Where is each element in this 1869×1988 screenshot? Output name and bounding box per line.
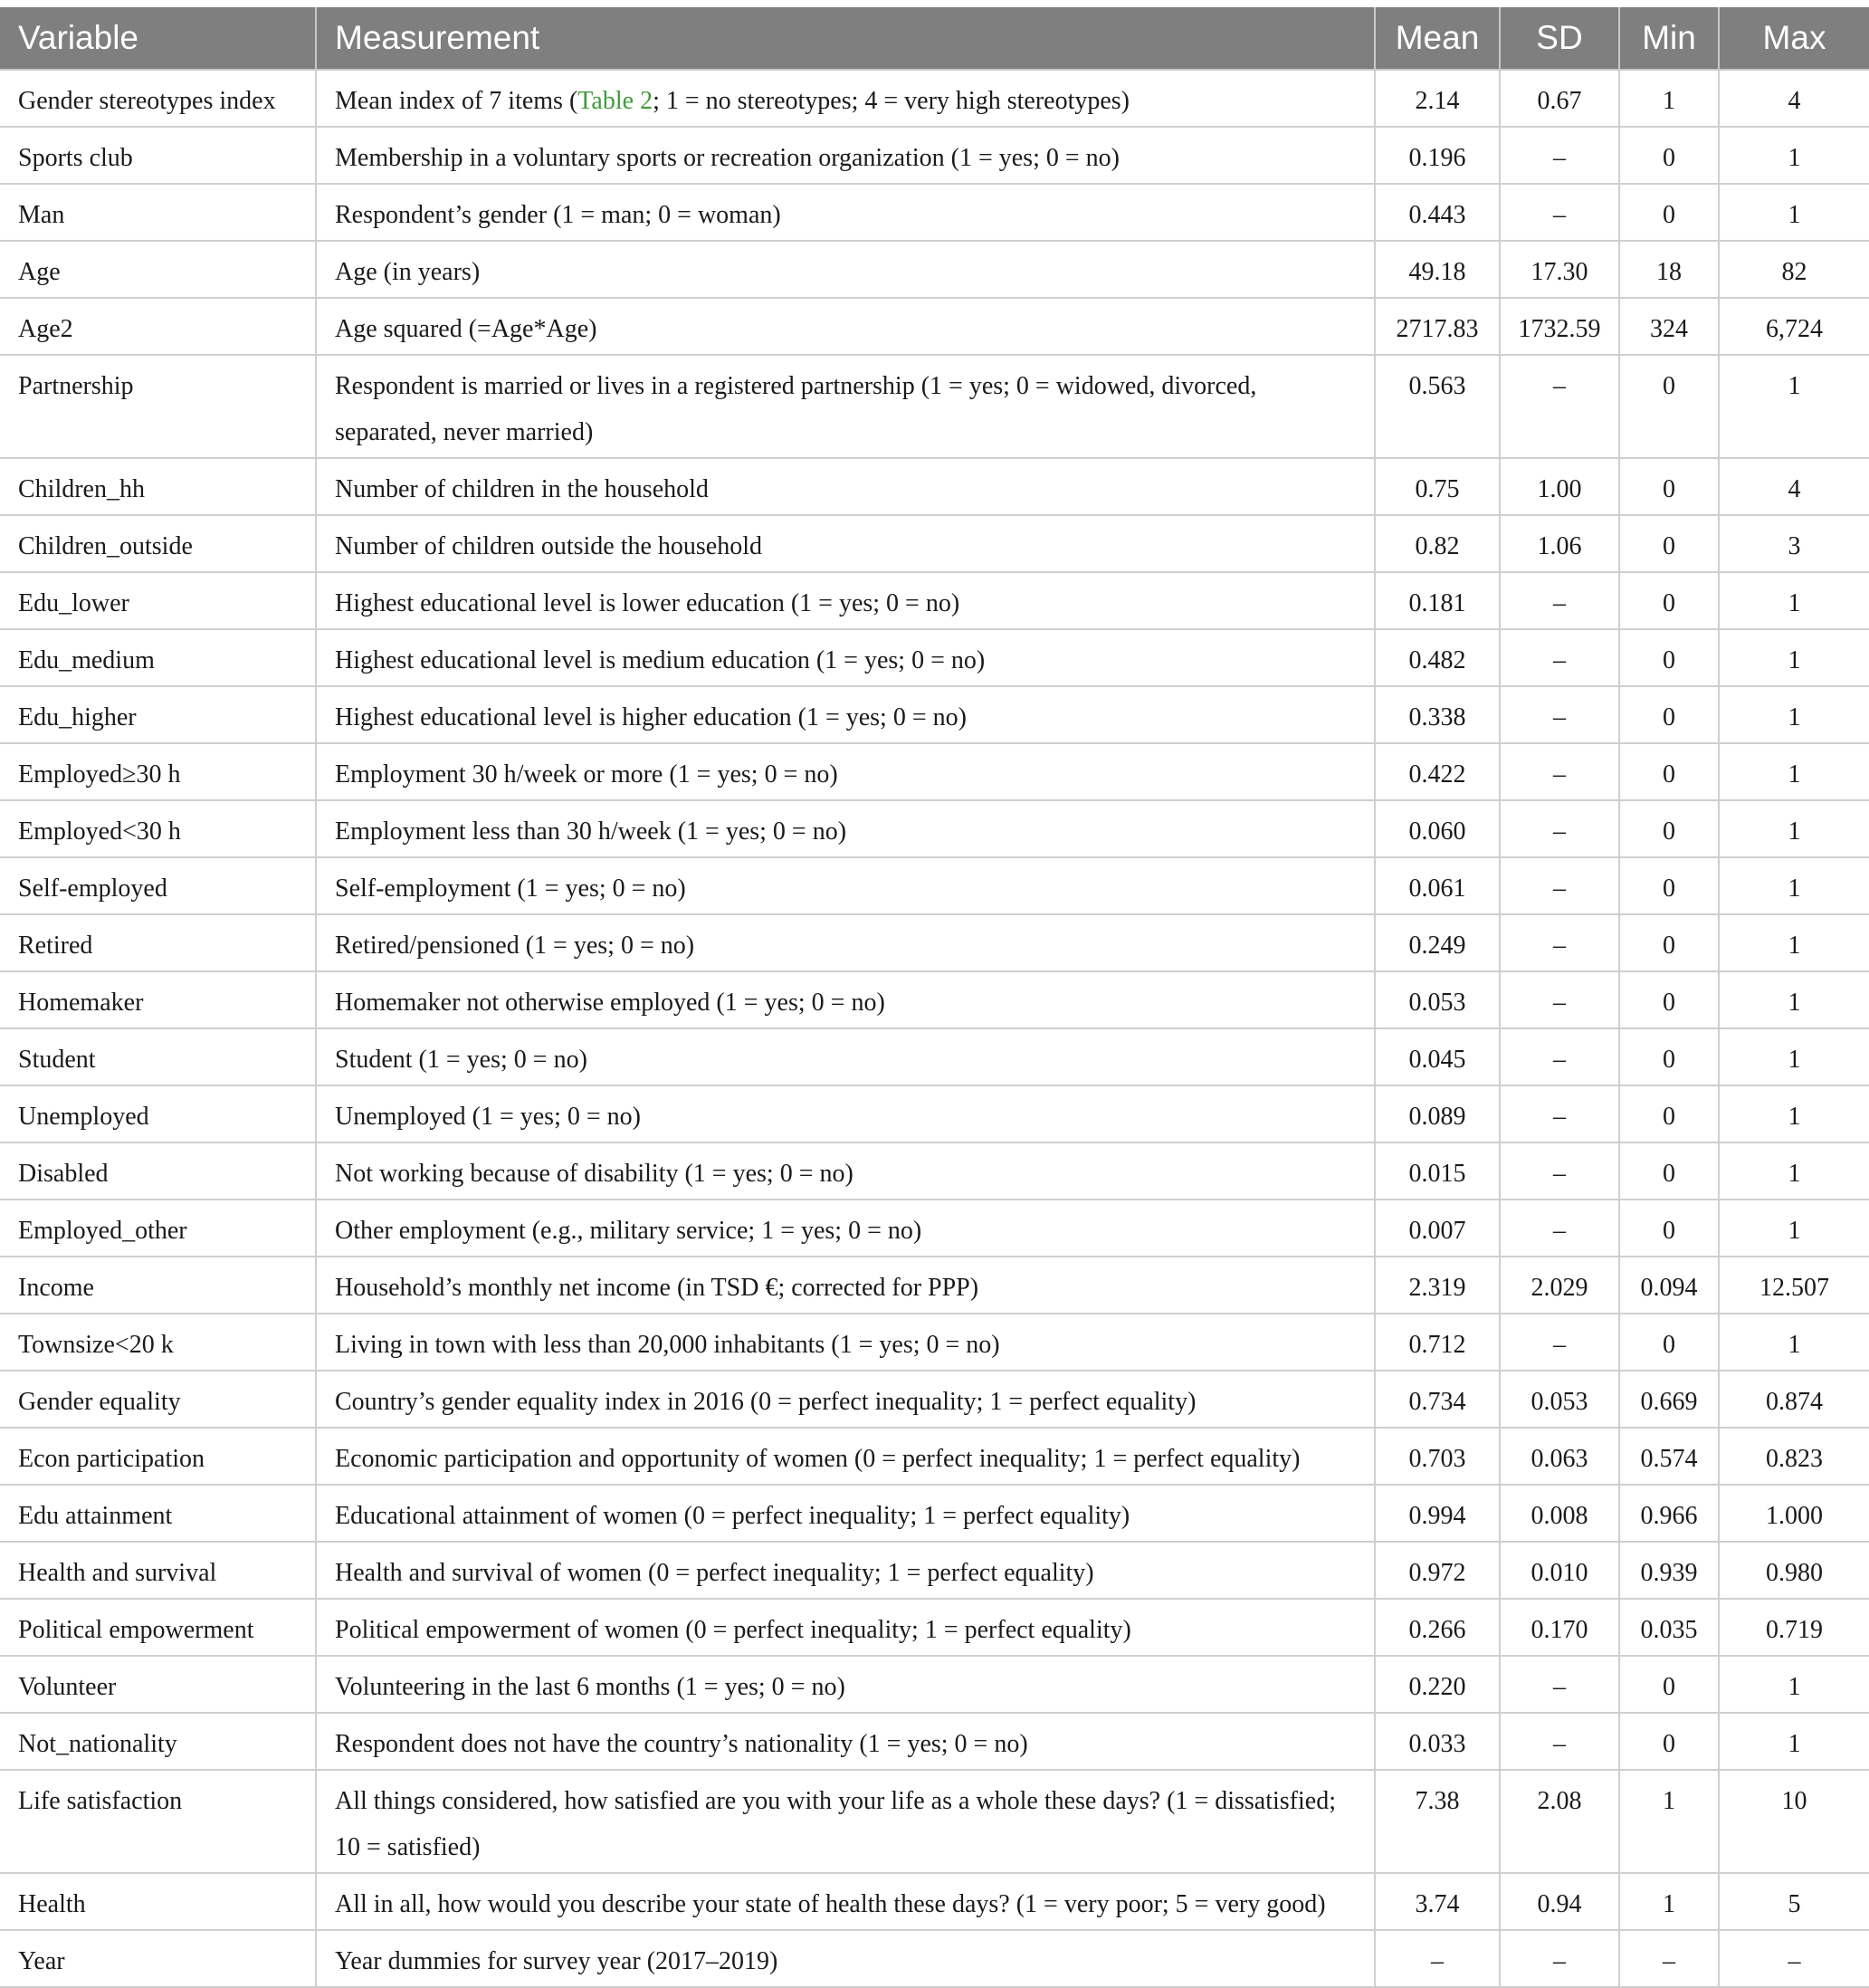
cell-max: 6,724 [1719, 298, 1869, 355]
cell-measurement: All in all, how would you describe your state of health these days? (1 = very poor; 5 = very good) [316, 1873, 1375, 1930]
cell-mean: 0.82 [1375, 515, 1500, 572]
cell-measurement: Highest educational level is higher education (1 = yes; 0 = no) [316, 686, 1375, 743]
cell-sd: – [1500, 1085, 1619, 1142]
cell-min: 0 [1619, 857, 1719, 914]
cell-mean: 0.015 [1375, 1142, 1500, 1199]
table-row [0, 857, 1869, 914]
cell-measurement: Unemployed (1 = yes; 0 = no) [316, 1085, 1375, 1142]
cell-min: 0 [1619, 355, 1719, 458]
cell-sd: – [1500, 629, 1619, 686]
cell-measurement: Student (1 = yes; 0 = no) [316, 1028, 1375, 1085]
cell-variable: Employed_other [0, 1199, 316, 1257]
cell-sd: – [1500, 1314, 1619, 1371]
cell-min: 0.574 [1619, 1428, 1719, 1485]
cell-min: 0.035 [1619, 1599, 1719, 1656]
cell-variable: Volunteer [0, 1656, 316, 1713]
cell-sd: – [1500, 800, 1619, 857]
cell-max: 5 [1719, 1873, 1869, 1930]
cell-max: 1 [1719, 1314, 1869, 1371]
cell-mean: 0.007 [1375, 1199, 1500, 1257]
table-row [0, 1428, 1869, 1485]
cell-mean: 0.734 [1375, 1371, 1500, 1428]
cell-min: 0 [1619, 1142, 1719, 1199]
cell-min: 0 [1619, 515, 1719, 572]
cell-variable: Edu_higher [0, 686, 316, 743]
table-row [0, 1371, 1869, 1428]
cell-variable: Political empowerment [0, 1599, 316, 1656]
cell-measurement: Year dummies for survey year (2017–2019) [316, 1930, 1375, 1987]
cell-max: 1 [1719, 686, 1869, 743]
cell-sd: 0.063 [1500, 1428, 1619, 1485]
cell-variable: Townsize<20 k [0, 1314, 316, 1371]
cell-min: 0 [1619, 458, 1719, 515]
cell-sd: 17.30 [1500, 241, 1619, 298]
cell-variable: Sports club [0, 127, 316, 184]
cell-max: 12.507 [1719, 1257, 1869, 1314]
cell-variable: Econ participation [0, 1428, 316, 1485]
cell-max: 10 [1719, 1770, 1869, 1873]
cell-measurement: Highest educational level is medium education (1 = yes; 0 = no) [316, 629, 1375, 686]
table-row [0, 743, 1869, 800]
table-row [0, 1085, 1869, 1142]
cell-sd: – [1500, 686, 1619, 743]
table-row [0, 1485, 1869, 1542]
cell-mean: 2717.83 [1375, 298, 1500, 355]
cell-sd: – [1500, 857, 1619, 914]
table-row [0, 1770, 1869, 1873]
cell-measurement: Not working because of disability (1 = yes; 0 = no) [316, 1142, 1375, 1199]
cell-measurement: Respondent’s gender (1 = man; 0 = woman) [316, 184, 1375, 241]
cell-measurement: Political empowerment of women (0 = perfect inequality; 1 = perfect equality) [316, 1599, 1375, 1656]
cell-min: 0.939 [1619, 1542, 1719, 1599]
cell-max: 1 [1719, 572, 1869, 629]
cell-sd: – [1500, 1656, 1619, 1713]
cell-sd: – [1500, 572, 1619, 629]
cell-min: 0 [1619, 127, 1719, 184]
cell-measurement: Highest educational level is lower education (1 = yes; 0 = no) [316, 572, 1375, 629]
cell-min: 0.094 [1619, 1257, 1719, 1314]
cell-min: 0.669 [1619, 1371, 1719, 1428]
cell-sd: – [1500, 1713, 1619, 1770]
cell-sd: – [1500, 1028, 1619, 1085]
table-row [0, 1930, 1869, 1987]
cell-min: 0 [1619, 629, 1719, 686]
cell-max: – [1719, 1930, 1869, 1987]
cell-mean: 0.75 [1375, 458, 1500, 515]
table-row [0, 629, 1869, 686]
cell-mean: 0.703 [1375, 1428, 1500, 1485]
cell-max: 1 [1719, 857, 1869, 914]
cell-min: 1 [1619, 70, 1719, 127]
cell-min: 0 [1619, 971, 1719, 1028]
cell-min: 1 [1619, 1873, 1719, 1930]
cell-mean: 0.972 [1375, 1542, 1500, 1599]
cell-sd: – [1500, 743, 1619, 800]
cell-mean: 0.443 [1375, 184, 1500, 241]
cell-min: 1 [1619, 1770, 1719, 1873]
cell-mean: 0.061 [1375, 857, 1500, 914]
cell-sd: 2.029 [1500, 1257, 1619, 1314]
cell-mean: 2.14 [1375, 70, 1500, 127]
cell-variable: Not_nationality [0, 1713, 316, 1770]
cell-variable: Gender stereotypes index [0, 70, 316, 127]
cell-measurement: Volunteering in the last 6 months (1 = yes; 0 = no) [316, 1656, 1375, 1713]
header-min[interactable]: Min [1619, 7, 1719, 70]
cell-measurement: Self-employment (1 = yes; 0 = no) [316, 857, 1375, 914]
cell-mean: 0.181 [1375, 572, 1500, 629]
cell-variable: Children_hh [0, 458, 316, 515]
table-row [0, 1599, 1869, 1656]
cell-max: 1 [1719, 1713, 1869, 1770]
cell-max: 4 [1719, 458, 1869, 515]
cell-max: 4 [1719, 70, 1869, 127]
cell-max: 1 [1719, 743, 1869, 800]
cell-max: 3 [1719, 515, 1869, 572]
header-max[interactable]: Max [1719, 7, 1869, 70]
table-row [0, 184, 1869, 241]
cell-min: 0 [1619, 1713, 1719, 1770]
cell-variable: Life satisfaction [0, 1770, 316, 1873]
table-row [0, 1713, 1869, 1770]
cell-sd: 0.053 [1500, 1371, 1619, 1428]
header-variable[interactable]: Variable [0, 7, 316, 70]
cell-max: 0.719 [1719, 1599, 1869, 1656]
cell-measurement: Membership in a voluntary sports or recreation organization (1 = yes; 0 = no) [316, 127, 1375, 184]
cell-variable: Children_outside [0, 515, 316, 572]
cell-measurement: Respondent is married or lives in a registered partnership (1 = yes; 0 = widowed, divorced, separated, never married) [316, 355, 1375, 458]
cell-sd: 0.94 [1500, 1873, 1619, 1930]
table-reference-link[interactable]: Table 2 [577, 87, 653, 115]
cell-measurement: Economic participation and opportunity of women (0 = perfect inequality; 1 = perfect equality) [316, 1428, 1375, 1485]
cell-variable: Edu attainment [0, 1485, 316, 1542]
cell-measurement: Living in town with less than 20,000 inhabitants (1 = yes; 0 = no) [316, 1314, 1375, 1371]
cell-max: 1 [1719, 184, 1869, 241]
table-row [0, 686, 1869, 743]
cell-variable: Income [0, 1257, 316, 1314]
cell-mean: 0.712 [1375, 1314, 1500, 1371]
header-measurement[interactable]: Measurement [316, 7, 1375, 70]
cell-max: 1 [1719, 1199, 1869, 1257]
cell-mean: 0.338 [1375, 686, 1500, 743]
cell-max: 82 [1719, 241, 1869, 298]
cell-variable: Health and survival [0, 1542, 316, 1599]
cell-sd: – [1500, 1142, 1619, 1199]
cell-variable: Edu_medium [0, 629, 316, 686]
cell-min: 0 [1619, 1199, 1719, 1257]
cell-mean: 0.994 [1375, 1485, 1500, 1542]
cell-measurement: Retired/pensioned (1 = yes; 0 = no) [316, 914, 1375, 971]
cell-mean: 49.18 [1375, 241, 1500, 298]
cell-min: 0 [1619, 1314, 1719, 1371]
measurement-text: ; 1 = no stereotypes; 4 = very high stereotypes) [653, 87, 1130, 115]
cell-measurement: Health and survival of women (0 = perfect inequality; 1 = perfect equality) [316, 1542, 1375, 1599]
descriptive-statistics-table-wrapper [0, 7, 1869, 1988]
cell-measurement: Educational attainment of women (0 = perfect inequality; 1 = perfect equality) [316, 1485, 1375, 1542]
cell-measurement: Country’s gender equality index in 2016 (0 = perfect inequality; 1 = perfect equality) [316, 1371, 1375, 1428]
cell-variable: Age2 [0, 298, 316, 355]
table-row [0, 1873, 1869, 1930]
table-row [0, 458, 1869, 515]
cell-max: 0.874 [1719, 1371, 1869, 1428]
cell-min: 0 [1619, 184, 1719, 241]
cell-mean: 0.249 [1375, 914, 1500, 971]
cell-max: 1 [1719, 127, 1869, 184]
cell-sd: 0.008 [1500, 1485, 1619, 1542]
cell-variable: Employed≥30 h [0, 743, 316, 800]
table-row [0, 572, 1869, 629]
cell-variable: Unemployed [0, 1085, 316, 1142]
cell-mean: 0.089 [1375, 1085, 1500, 1142]
table-row [0, 1199, 1869, 1257]
cell-measurement: Age (in years) [316, 241, 1375, 298]
table-row [0, 971, 1869, 1028]
cell-mean: 0.053 [1375, 971, 1500, 1028]
table-row [0, 127, 1869, 184]
cell-variable: Man [0, 184, 316, 241]
cell-max: 1 [1719, 914, 1869, 971]
cell-mean: 0.422 [1375, 743, 1500, 800]
cell-sd: – [1500, 127, 1619, 184]
table-row [0, 1656, 1869, 1713]
cell-mean: 0.060 [1375, 800, 1500, 857]
cell-max: 1 [1719, 355, 1869, 458]
header-sd[interactable]: SD [1500, 7, 1619, 70]
cell-sd: – [1500, 914, 1619, 971]
cell-variable: Age [0, 241, 316, 298]
cell-sd: – [1500, 1930, 1619, 1987]
table-row [0, 515, 1869, 572]
cell-sd: 0.010 [1500, 1542, 1619, 1599]
cell-min: – [1619, 1930, 1719, 1987]
cell-max: 0.823 [1719, 1428, 1869, 1485]
table-row [0, 1028, 1869, 1085]
table-body [0, 70, 1869, 1987]
cell-sd: 2.08 [1500, 1770, 1619, 1873]
cell-mean: 0.563 [1375, 355, 1500, 458]
cell-max: 1 [1719, 971, 1869, 1028]
table-row [0, 1257, 1869, 1314]
cell-max: 1 [1719, 1656, 1869, 1713]
descriptive-statistics-table [0, 7, 1869, 1988]
cell-min: 0.966 [1619, 1485, 1719, 1542]
cell-mean: 7.38 [1375, 1770, 1500, 1873]
cell-mean: – [1375, 1930, 1500, 1987]
table-row [0, 355, 1869, 458]
measurement-text: Mean index of 7 items ( [335, 87, 578, 115]
header-row [0, 7, 1869, 70]
cell-measurement [316, 70, 1375, 127]
cell-mean: 0.196 [1375, 127, 1500, 184]
cell-mean: 0.045 [1375, 1028, 1500, 1085]
cell-variable: Partnership [0, 355, 316, 458]
cell-measurement: Other employment (e.g., military service; 1 = yes; 0 = no) [316, 1199, 1375, 1257]
cell-variable: Edu_lower [0, 572, 316, 629]
cell-min: 0 [1619, 914, 1719, 971]
cell-max: 1 [1719, 800, 1869, 857]
cell-min: 18 [1619, 241, 1719, 298]
cell-min: 0 [1619, 1085, 1719, 1142]
cell-sd: 0.67 [1500, 70, 1619, 127]
cell-mean: 2.319 [1375, 1257, 1500, 1314]
cell-sd: 1.00 [1500, 458, 1619, 515]
cell-max: 0.980 [1719, 1542, 1869, 1599]
cell-sd: – [1500, 1199, 1619, 1257]
cell-min: 0 [1619, 800, 1719, 857]
cell-measurement: All things considered, how satisfied are you with your life as a whole these days? (1 = dissatisfied; 10 = satisfied) [316, 1770, 1375, 1873]
cell-measurement: Homemaker not otherwise employed (1 = yes; 0 = no) [316, 971, 1375, 1028]
table-row [0, 800, 1869, 857]
cell-sd: – [1500, 355, 1619, 458]
cell-variable: Self-employed [0, 857, 316, 914]
cell-variable: Disabled [0, 1142, 316, 1199]
cell-measurement: Employment 30 h/week or more (1 = yes; 0 = no) [316, 743, 1375, 800]
cell-sd: – [1500, 184, 1619, 241]
cell-variable: Gender equality [0, 1371, 316, 1428]
cell-max: 1 [1719, 1085, 1869, 1142]
cell-variable: Health [0, 1873, 316, 1930]
cell-variable: Employed<30 h [0, 800, 316, 857]
cell-max: 1 [1719, 1142, 1869, 1199]
table-row [0, 1314, 1869, 1371]
cell-measurement: Number of children in the household [316, 458, 1375, 515]
cell-min: 0 [1619, 1656, 1719, 1713]
cell-mean: 3.74 [1375, 1873, 1500, 1930]
cell-mean: 0.033 [1375, 1713, 1500, 1770]
cell-measurement: Number of children outside the household [316, 515, 1375, 572]
table-row [0, 914, 1869, 971]
cell-variable: Year [0, 1930, 316, 1987]
cell-variable: Student [0, 1028, 316, 1085]
table-row [0, 1542, 1869, 1599]
cell-min: 0 [1619, 572, 1719, 629]
cell-sd: 1732.59 [1500, 298, 1619, 355]
table-row [0, 1142, 1869, 1199]
cell-measurement: Employment less than 30 h/week (1 = yes; 0 = no) [316, 800, 1375, 857]
cell-max: 1 [1719, 629, 1869, 686]
cell-max: 1.000 [1719, 1485, 1869, 1542]
cell-min: 0 [1619, 743, 1719, 800]
cell-measurement: Age squared (=Age*Age) [316, 298, 1375, 355]
cell-sd: 0.170 [1500, 1599, 1619, 1656]
cell-sd: 1.06 [1500, 515, 1619, 572]
cell-measurement: Household’s monthly net income (in TSD €; corrected for PPP) [316, 1257, 1375, 1314]
cell-min: 0 [1619, 1028, 1719, 1085]
cell-mean: 0.220 [1375, 1656, 1500, 1713]
cell-variable: Homemaker [0, 971, 316, 1028]
header-mean[interactable]: Mean [1375, 7, 1500, 70]
cell-sd: – [1500, 971, 1619, 1028]
cell-measurement: Respondent does not have the country’s nationality (1 = yes; 0 = no) [316, 1713, 1375, 1770]
table-row [0, 241, 1869, 298]
cell-variable: Retired [0, 914, 316, 971]
table-header [0, 7, 1869, 70]
cell-mean: 0.266 [1375, 1599, 1500, 1656]
table-row [0, 298, 1869, 355]
cell-mean: 0.482 [1375, 629, 1500, 686]
cell-max: 1 [1719, 1028, 1869, 1085]
cell-min: 0 [1619, 686, 1719, 743]
table-row [0, 70, 1869, 127]
cell-min: 324 [1619, 298, 1719, 355]
